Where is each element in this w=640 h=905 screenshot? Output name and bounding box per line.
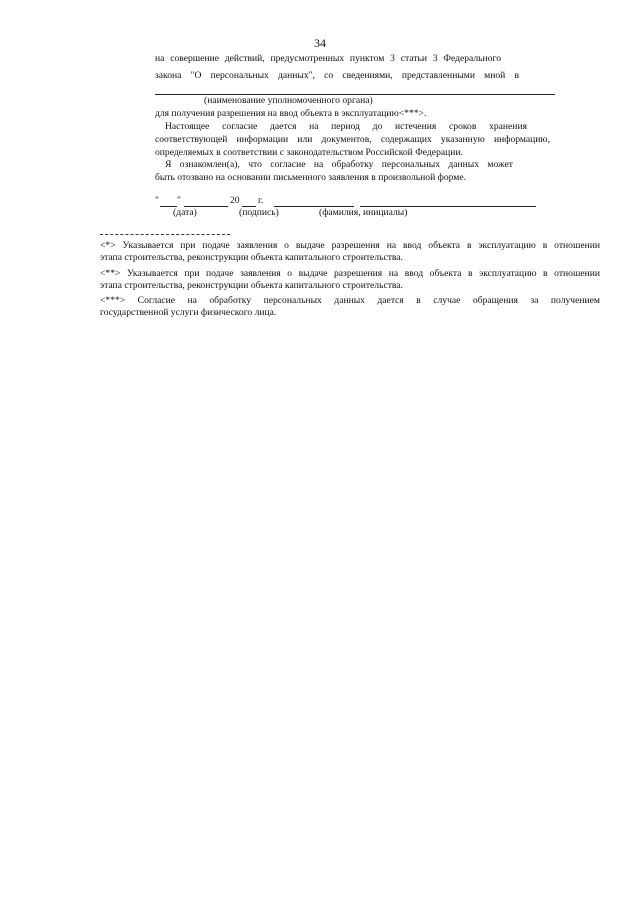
footnote-2-line-1: <**> Указывается при подаче заявления о выдаче разрешения на ввод объекта в эксплуатацию в отношении [100,268,600,279]
footnote-2 [100,268,600,291]
body-line-5: соответствующей информации или документов, содержащих указанную информацию, [155,134,550,145]
footnote-2-line-2: этапа строительства, реконструкции объекта капитального строительства. [100,279,403,291]
footnote-1-line-2: этапа строительства, реконструкции объекта капитального строительства. [100,251,403,263]
year-prefix: 20 [230,195,240,206]
year-suffix: г. [258,195,264,206]
footnote-3-line-1: <***> Согласие на обработку персональных данных дается в случае обращения за получением [100,295,600,306]
body-line-7: Я ознакомлен(а), что согласие на обработку персональных данных может [165,159,513,170]
body-line-6: определяемых в соответствии с законодательством Российской Федерации. [155,147,463,158]
page-number: 34 [314,36,326,50]
footnote-1-line-1: <*> Указывается при подаче заявления о выдаче разрешения на ввод объекта в эксплуатацию в отношении [100,240,600,251]
authority-caption: (наименование уполномоченного органа) [204,95,373,106]
body-line-2: закона "О персональных данных", со сведениями, представленными мной в [155,70,519,81]
date-quote-close: " [177,195,181,206]
date-quote-open: " [155,195,159,206]
full-name-caption: (фамилия, инициалы) [319,207,408,218]
footnote-separator [100,234,230,235]
body-line-1: на совершение действий, предусмотренных пунктом 3 статьи 3 Федерального [155,53,501,64]
signature-caption: (подпись) [239,207,279,218]
body-line-3: для получения разрешения на ввод объекта в эксплуатацию<***>. [155,108,427,119]
body-line-4: Настоящее согласие дается на период до истечения сроков хранения [165,121,527,132]
body-line-8: быть отозвано на основании письменного заявления в произвольной форме. [155,172,466,183]
footnote-1 [100,240,600,263]
date-caption: (дата) [173,207,197,218]
footnote-3-line-2: государственной услуги физического лица. [100,306,277,318]
footnote-3 [100,295,600,318]
